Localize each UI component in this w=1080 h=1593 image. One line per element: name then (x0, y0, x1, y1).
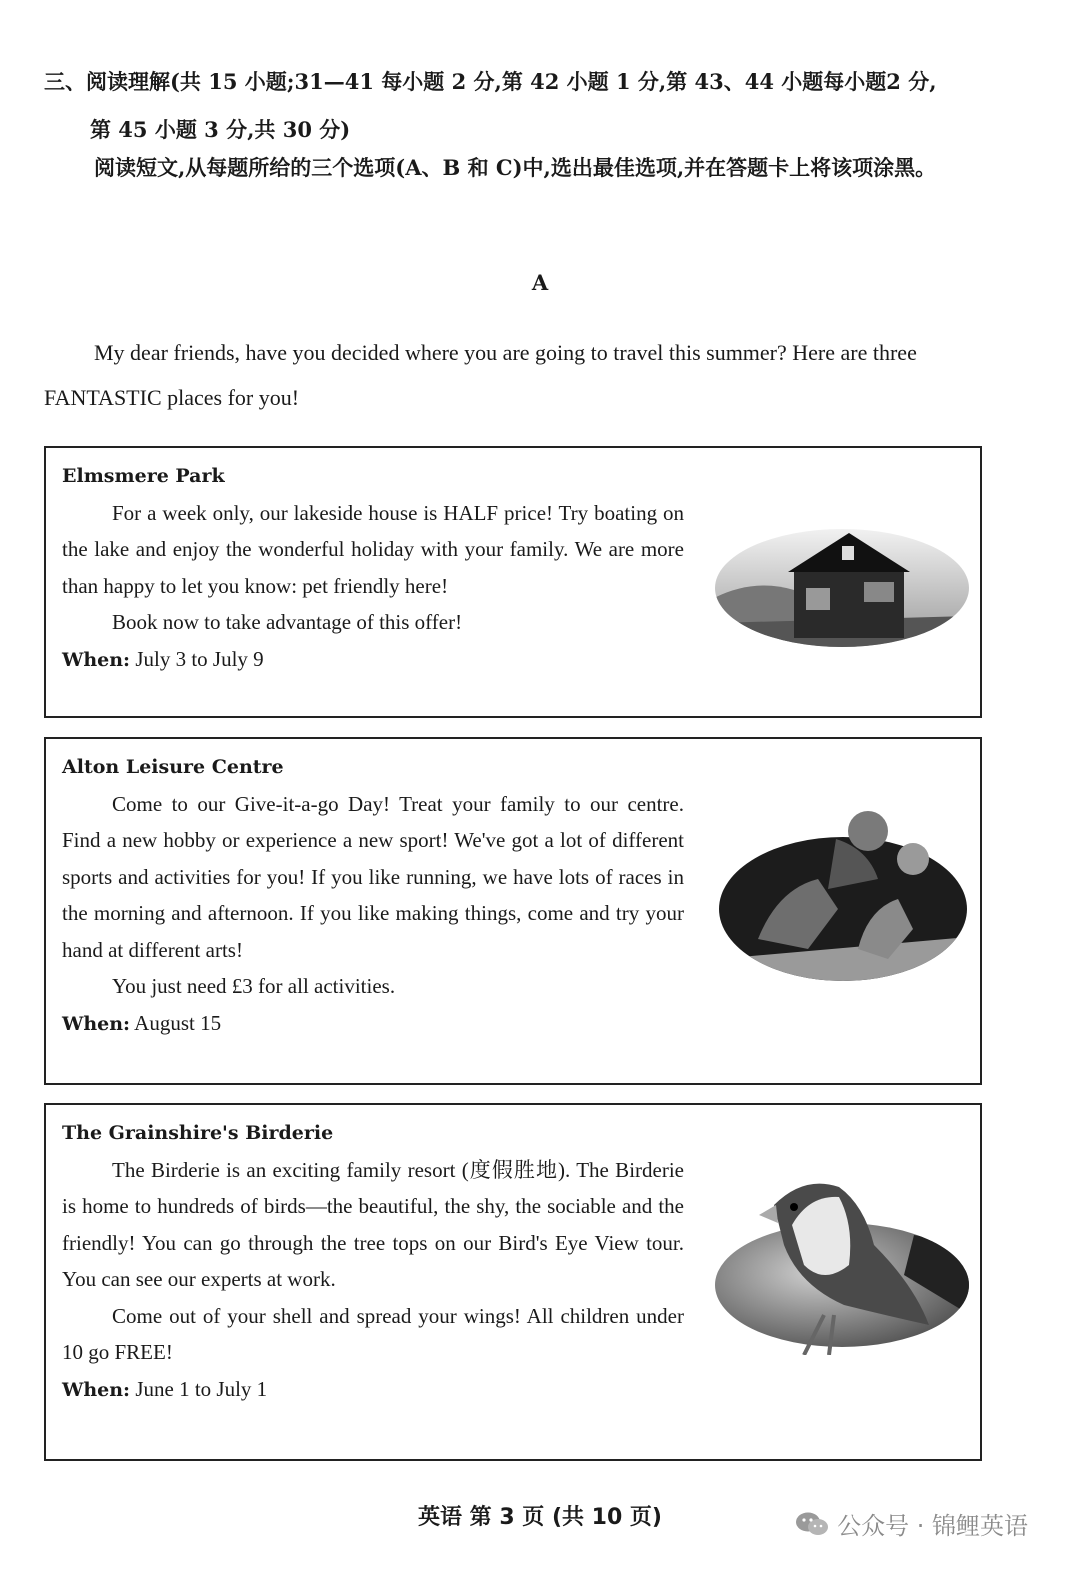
ad-when (62, 647, 264, 671)
when-label: When: (62, 648, 131, 671)
ad-paragraph: You just need £3 for all activities. (112, 974, 396, 998)
watermark-text: 公众号 · 锦鲤英语 (837, 1512, 1028, 1540)
children-running-icon (718, 809, 968, 989)
ad-paragraph: Come to our Give-it-a-go Day! Treat your family to our centre. Find a new hobby or experience a new sport! We've got a lot of different sports and activities for you! If you like running, we have lots of races in the morning and afternoon. If you like making things, come and try your hand at different arts! (62, 791, 684, 962)
section-heading-line2: 第 45 小题 3 分,共 30 分) (90, 117, 351, 142)
ad-when (62, 1011, 221, 1035)
ad-box-grainshires-birderie (44, 1103, 982, 1461)
ad-box-elmsmere-park (44, 446, 982, 718)
ad-title: Alton Leisure Centre (62, 756, 284, 778)
ad-paragraph: The Birderie is an exciting family resort (度假胜地). The Birderie is home to hundreds of birds—the beautiful, the shy, the sociable and the friendly! You can go through the tree tops on our Bird's Eye View tour. You can see our experts at work. (62, 1157, 684, 1291)
ad-title: The Grainshire's Birderie (62, 1122, 334, 1144)
section-heading (44, 58, 1044, 154)
watermark (795, 1506, 1028, 1541)
instruction-text: 阅读短文,从每题所给的三个选项(A、B 和 C)中,选出最佳选项,并在答题卡上将该项涂黑。 (94, 155, 937, 180)
lakeside-house-icon (714, 528, 970, 648)
section-heading-line1: 三、阅读理解(共 15 小题;31—41 每小题 2 分,第 42 小题 1 分,第 43、44 小题每小题2 分, (44, 69, 937, 94)
when-label: When: (62, 1012, 131, 1035)
ad-paragraph: Come out of your shell and spread your wings! All children under 10 go FREE! (62, 1303, 684, 1364)
ad-box-alton-leisure-centre (44, 737, 982, 1085)
when-value: July 3 to July 9 (135, 646, 264, 671)
ad-paragraph: Book now to take advantage of this offer! (112, 610, 463, 634)
when-label: When: (62, 1378, 131, 1401)
bird-icon (714, 1165, 970, 1355)
passage-label: A (531, 270, 549, 295)
when-value: June 1 to July 1 (135, 1376, 268, 1401)
ad-paragraph: For a week only, our lakeside house is HALF price! Try boating on the lake and enjoy the wonderful holiday with your family. We are more than happy to let you know: pet friendly here! (62, 500, 684, 598)
page-footer: 英语 第 3 页 (共 10 页) (418, 1505, 662, 1530)
wechat-icon (795, 1511, 829, 1537)
passage-intro: My dear friends, have you decided where you are going to travel this summer? Here are three FANTASTIC places for you! (44, 340, 917, 410)
ad-when (62, 1377, 267, 1401)
when-value: August 15 (134, 1010, 222, 1035)
ad-title: Elmsmere Park (62, 465, 225, 487)
